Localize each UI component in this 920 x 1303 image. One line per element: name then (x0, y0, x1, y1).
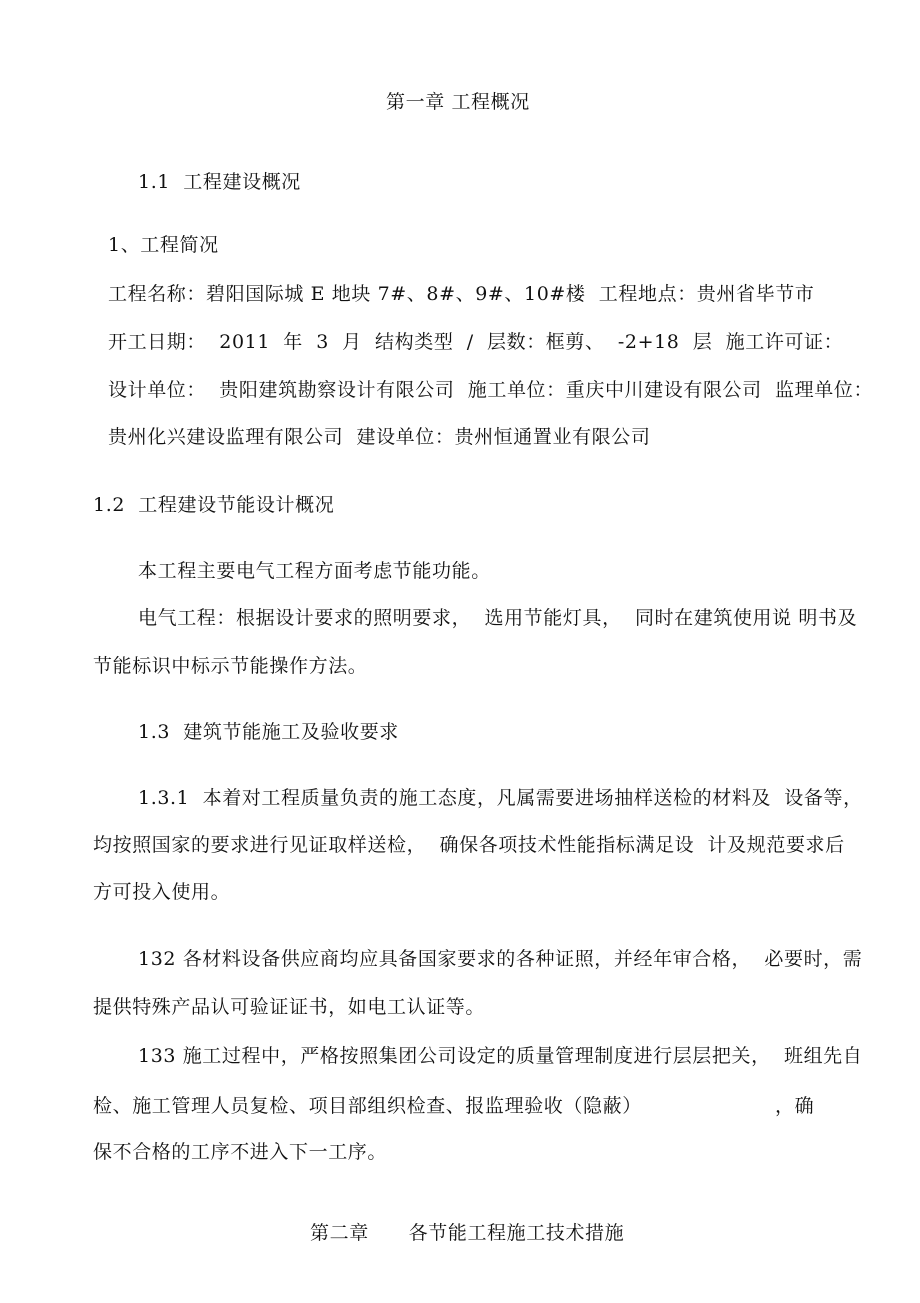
section-1-3-heading: 1.3 建筑节能施工及验收要求 (138, 721, 399, 743)
project-info-line-3: 设计单位： 贵阳建筑勘察设计有限公司 施工单位：重庆中川建设有限公司 监理单位： (108, 379, 874, 401)
project-info-line-4: 贵州化兴建设监理有限公司 建设单位：贵州恒通置业有限公司 (108, 426, 651, 448)
para-1-3-1-line-3: 方可投入使用。 (93, 881, 231, 903)
section-1-2-heading: 1.2 工程建设节能设计概况 (93, 494, 335, 516)
para-133-line-1: 133 施工过程中，严格按照集团公司设定的质量管理制度进行层层把关， 班组先自 (138, 1045, 863, 1067)
chapter-1-title: 第一章 工程概况 (386, 91, 530, 113)
section-1-2-para-2-line-1: 电气工程：根据设计要求的照明要求， 选用节能灯具， 同时在建筑使用说 明书及 (138, 607, 858, 629)
para-1-3-1-line-2: 均按照国家的要求进行见证取样送检， 确保各项技术性能指标满足设 计及规范要求后 (93, 834, 845, 856)
project-info-line-1: 工程名称：碧阳国际城 E 地块 7#、8#、9#、10#楼 工程地点：贵州省毕节市 (108, 283, 815, 305)
project-info-line-2: 开工日期： 2011 年 3 月 结构类型 / 层数：框剪、 -2+18 层 施工许可证： (108, 331, 844, 353)
section-1-1-heading: 1.1 工程建设概况 (138, 171, 301, 193)
para-132-line-2: 提供特殊产品认可验证证书，如电工认证等。 (93, 996, 486, 1018)
para-133-line-3: 保不合格的工序不进入下一工序。 (93, 1141, 388, 1163)
chapter-2-title: 第二章 各节能工程施工技术措施 (310, 1222, 625, 1244)
para-132-line-1: 132 各材料设备供应商均应具备国家要求的各种证照，并经年审合格， 必要时，需 (138, 948, 863, 970)
section-1-2-para-2-line-2: 节能标识中标示节能操作方法。 (93, 655, 368, 677)
para-133-line-2-tail: ，确 (775, 1095, 815, 1117)
para-133-line-2: 检、施工管理人员复检、项目部组织检查、报监理验收（隐蔽） (93, 1095, 642, 1117)
subsection-1-heading: 1、工程简况 (108, 234, 219, 256)
section-1-2-para-1: 本工程主要电气工程方面考虑节能功能。 (138, 560, 491, 582)
para-1-3-1-line-1: 1.3.1 本着对工程质量负责的施工态度，凡属需要进场抽样送检的材料及 设备等， (138, 787, 863, 809)
